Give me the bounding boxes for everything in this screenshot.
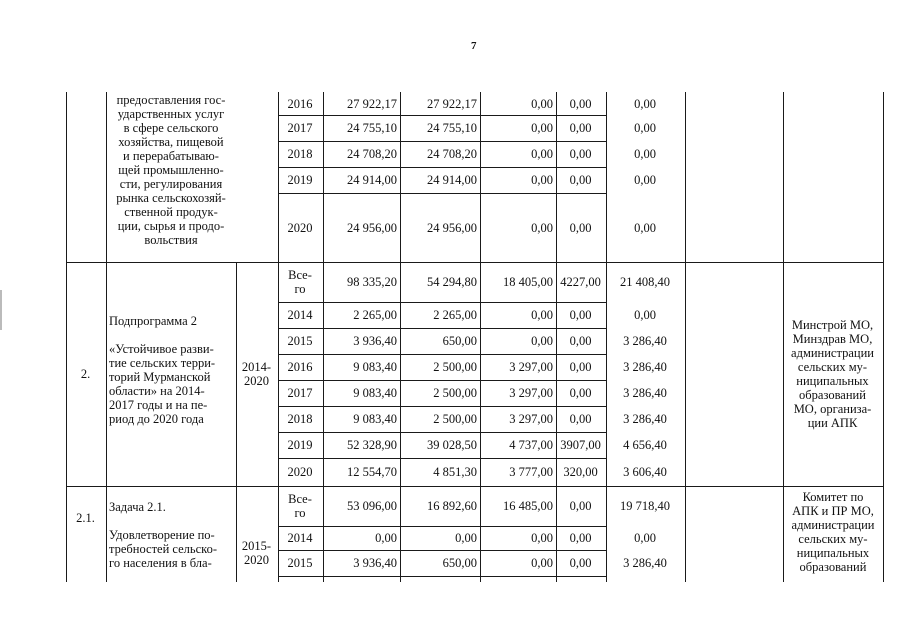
amount-cell: 0,00 [569,334,592,348]
amount-cell: 0,00 [531,334,553,348]
amount-cell: 39 028,50 [427,438,477,452]
amount-cell: 3 606,40 [623,465,667,479]
amount-cell: 4 851,30 [433,465,477,479]
amount-cell: 0,00 [531,531,553,545]
row-line [278,328,607,329]
scan-edge-mark [0,290,2,330]
table-vline [685,92,686,582]
amount-cell: 0,00 [569,173,592,187]
amount-cell: 0,00 [569,531,592,545]
period-cell: 2015- 2020 [241,539,272,567]
amount-cell: 0,00 [569,556,592,570]
amount-cell: 2 265,00 [433,308,477,322]
amount-cell: 21 408,40 [620,275,670,289]
year-cell: 2014 [287,531,313,545]
amount-cell: 27 922,17 [427,97,477,111]
amount-cell: 3 286,40 [623,334,667,348]
amount-cell: 3 297,00 [509,412,553,426]
amount-cell: 54 294,80 [427,275,477,289]
amount-cell: 3 777,00 [509,465,553,479]
total-cell: 24 956,00 [347,221,397,235]
year-cell: 2016 [287,97,313,111]
amount-cell: 18 405,00 [503,275,553,289]
amount-cell: 0,00 [531,97,553,111]
table-vline [106,92,107,582]
amount-cell: 0,00 [569,147,592,161]
amount-cell: 3 286,40 [623,360,667,374]
year-cell: 2015 [287,334,313,348]
amount-cell: 0,00 [455,531,477,545]
year-cell: Все- го [288,268,312,296]
row-line [278,550,607,551]
amount-cell: 320,00 [563,465,598,479]
table-vline [783,92,784,582]
amount-cell: 19 718,40 [620,499,670,513]
total-cell: 9 083,40 [353,412,397,426]
table-vline [323,92,324,582]
amount-cell: 24 956,00 [427,221,477,235]
row-number: 2. [80,367,91,381]
amount-cell: 16 485,00 [503,499,553,513]
amount-cell: 24 755,10 [427,121,477,135]
row-line [278,458,607,459]
amount-cell: 3 286,40 [623,386,667,400]
amount-cell: 3 297,00 [509,386,553,400]
year-cell: 2019 [287,173,313,187]
table-vline [278,92,279,582]
total-cell: 24 755,10 [347,121,397,135]
block-divider [66,486,884,487]
page-number: 7 [471,40,477,52]
total-cell: 53 096,00 [347,499,397,513]
total-cell: 0,00 [375,531,397,545]
row-line [278,141,607,142]
amount-cell: 0,00 [531,221,553,235]
amount-cell: 0,00 [569,221,592,235]
total-cell: 52 328,90 [347,438,397,452]
task-description: Удовлетворение по- требностей сельско- го населения в бла- [109,528,217,570]
amount-cell: 650,00 [442,556,477,570]
amount-cell: 0,00 [569,360,592,374]
table-vline [400,92,401,582]
row-line [278,380,607,381]
total-cell: 27 922,17 [347,97,397,111]
amount-cell: 0,00 [569,499,592,513]
total-cell: 9 083,40 [353,386,397,400]
row-line [278,406,607,407]
responsible-cell: Комитет по АПК и ПР МО, администрации сельских му- ниципальных образований [791,490,875,574]
year-cell: Все- го [288,492,312,520]
table-vline [883,92,884,582]
total-cell: 98 335,20 [347,275,397,289]
amount-cell: 0,00 [531,147,553,161]
task-title: Задача 2.1. [109,500,166,514]
amount-cell: 2 500,00 [433,360,477,374]
amount-cell: 0,00 [634,173,656,187]
year-cell: 2014 [287,308,313,322]
row-number: 2.1. [76,511,95,525]
amount-cell: 24 914,00 [427,173,477,187]
table-vline [556,92,557,582]
amount-cell: 0,00 [531,308,553,322]
block-divider [66,262,884,263]
total-cell: 24 708,20 [347,147,397,161]
amount-cell: 3 297,00 [509,360,553,374]
measure-description: предоставления гос- ударственных услуг в сфере сельского хозяйства, пищевой и перерабатываю- щей промышленно- сти, регулирования рынка сельскохозяй- ственной продук- ции, сырья и продо- вольствия [116,93,226,247]
period-cell: 2014- 2020 [241,360,272,388]
row-line [278,526,607,527]
table-vline [66,92,67,582]
year-cell: 2016 [287,360,313,374]
amount-cell: 0,00 [569,412,592,426]
year-cell: 2019 [287,438,313,452]
amount-cell: 24 708,20 [427,147,477,161]
year-cell: 2018 [287,412,313,426]
total-cell: 24 914,00 [347,173,397,187]
amount-cell: 3 286,40 [623,412,667,426]
amount-cell: 2 500,00 [433,386,477,400]
year-cell: 2015 [287,556,313,570]
amount-cell: 0,00 [569,97,592,111]
year-cell: 2020 [287,221,313,235]
amount-cell: 0,00 [531,556,553,570]
amount-cell: 0,00 [634,147,656,161]
amount-cell: 650,00 [442,334,477,348]
row-line [278,354,607,355]
row-line [278,576,607,577]
total-cell: 12 554,70 [347,465,397,479]
total-cell: 3 936,40 [353,556,397,570]
amount-cell: 4227,00 [560,275,601,289]
amount-cell: 0,00 [569,308,592,322]
amount-cell: 3907,00 [560,438,601,452]
row-line [278,167,607,168]
amount-cell: 4 656,40 [623,438,667,452]
responsible-cell: Минстрой МО, Минздрав МО, администрации сельских му- ниципальных образований МО, организа- ции АПК [791,318,874,430]
year-cell: 2017 [287,386,313,400]
amount-cell: 0,00 [531,121,553,135]
amount-cell: 16 892,60 [427,499,477,513]
amount-cell: 0,00 [634,221,656,235]
row-line [278,302,607,303]
amount-cell: 0,00 [569,386,592,400]
row-line [278,193,607,194]
year-cell: 2020 [287,465,313,479]
total-cell: 3 936,40 [353,334,397,348]
amount-cell: 2 500,00 [433,412,477,426]
amount-cell: 0,00 [634,308,656,322]
amount-cell: 0,00 [634,531,656,545]
total-cell: 2 265,00 [353,308,397,322]
row-line [278,432,607,433]
subprogram-description: «Устойчивое разви- тие сельских терри- торий Мурманской области» на 2014- 2017 годы и на пе- риод до 2020 года [109,342,216,426]
table-vline [480,92,481,582]
amount-cell: 0,00 [634,97,656,111]
amount-cell: 0,00 [531,173,553,187]
amount-cell: 4 737,00 [509,438,553,452]
amount-cell: 0,00 [634,121,656,135]
total-cell: 9 083,40 [353,360,397,374]
table-vline [606,92,607,582]
subprogram-title: Подпрограмма 2 [109,314,198,328]
period-column-line [236,262,237,582]
amount-cell: 3 286,40 [623,556,667,570]
amount-cell: 0,00 [569,121,592,135]
year-cell: 2018 [287,147,313,161]
year-cell: 2017 [287,121,313,135]
row-line [278,115,607,116]
